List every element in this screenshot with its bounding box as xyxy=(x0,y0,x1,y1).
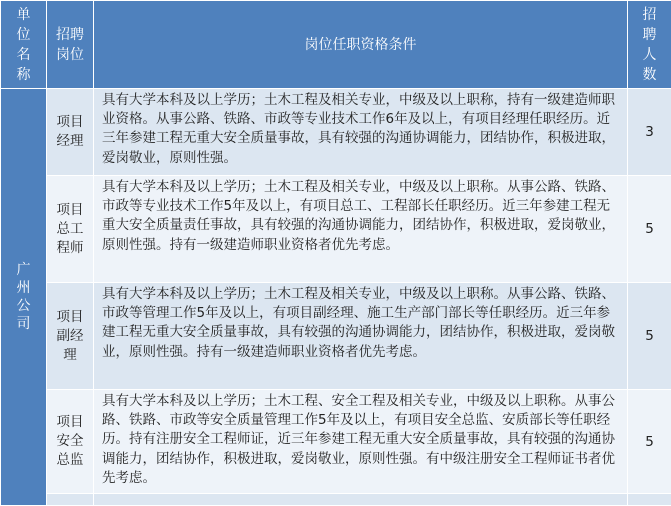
position-cell: 项目总工程师 xyxy=(47,176,94,283)
position-cell xyxy=(47,494,94,506)
position-cell: 项目经理 xyxy=(47,89,94,176)
table-row xyxy=(1,176,671,283)
header-requirements: 岗位任职资格条件 xyxy=(94,1,628,89)
count-cell xyxy=(628,494,671,506)
table-row xyxy=(1,89,671,176)
header-position: 招聘岗位 xyxy=(47,1,94,89)
table-row xyxy=(1,390,671,494)
count-cell: 5 xyxy=(628,176,671,283)
count-cell: 5 xyxy=(628,390,671,494)
header-count: 招聘人数 xyxy=(628,1,671,89)
position-cell: 项目副经理 xyxy=(47,283,94,390)
table-row xyxy=(1,283,671,390)
requirements-cell: 具有大学本科及以上学历；土木工程、安全工程及相关专业，中级及以上职称。从事公路、铁路、市政等安全质量管理工作5年及以上，有项目安全总监、安质部长等任职经历。持有注册安全工程师证，近三年参建工程无重大安全质量事故，具有较强的沟通协调能力，团结协作，积极进取，爱岗敬业，原则性强。有中级注册安全工程师证书者优先考虑。 xyxy=(94,390,628,494)
header-unit: 单位名称 xyxy=(1,1,47,89)
table-row-partial xyxy=(1,494,671,506)
count-cell: 5 xyxy=(628,283,671,390)
requirements-cell: 具有大学本科及以上学历；土木工程及相关专业，中级及以上职称。从事公路、铁路、市政等专业技术工作5年及以上，有项目总工、工程部长任职经历。近三年参建工程无重大安全质量责任事故，具有较强的沟通协调能力，团结协作，积极进取，爱岗敬业，原则性强。持有一级建造师职业资格者优先考虑。 xyxy=(94,176,628,283)
header-row xyxy=(1,1,671,89)
requirements-cell: 具有大学本科及以上学历；土木工程及相关专业，中级及以上职称，持有一级建造师职业资格。从事公路、铁路、市政等专业技术工作6年及以上，有项目经理任职经历。近三年参建工程无重大安全质量事故，具有较强的沟通协调能力，团结协作，积极进取，爱岗敬业，原则性强。 xyxy=(94,89,628,176)
requirements-cell: 具有大学本科及以上学历；土木工程及相关专业，中级及以上职称。从事公路、铁路、市政等管理工作5年及以上，有项目副经理、施工生产部门部长等任职经历。近三年参建工程无重大安全质量事故，具有较强的沟通协调能力，团结协作，积极进取，爱岗敬业，原则性强。持有一级建造师职业资格者优先考虑。 xyxy=(94,283,628,390)
requirements-cell xyxy=(94,494,628,506)
position-cell: 项目安全总监 xyxy=(47,390,94,494)
unit-name-cell: 广州公司 xyxy=(1,89,47,506)
count-cell: 3 xyxy=(628,89,671,176)
